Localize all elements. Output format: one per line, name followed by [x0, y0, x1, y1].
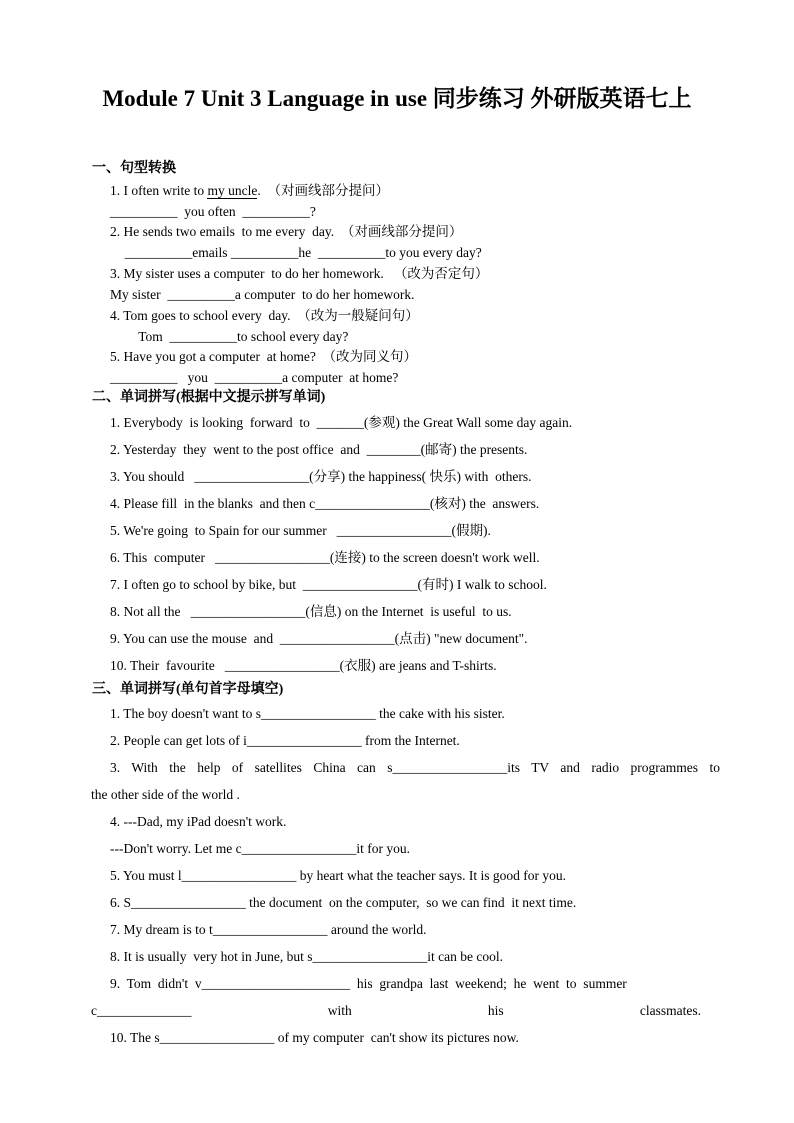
exercise-line: 5. You must l_________________ by heart what the teacher says. It is good for you. — [110, 868, 566, 883]
exercise-line: 3. With the help of satellites China can s_________________its TV and radio programmes to — [110, 760, 720, 775]
underlined-target: my uncle — [207, 183, 258, 198]
section-heading: 二、单词拼写(根据中文提示拼写单词) — [92, 390, 326, 405]
exercise-line: 4. ---Dad, my iPad doesn't work. — [110, 814, 287, 829]
exercise-line: ---Don't worry. Let me c_________________it for you. — [110, 841, 410, 856]
exercise-line: 7. My dream is to t_________________ around the world. — [110, 922, 427, 937]
exercise-line: Tom __________to school every day? — [125, 329, 349, 344]
exercise-line: 5. Have you got a computer at home? （改为同义句） — [110, 349, 418, 364]
exercise-line: 1. Everybody is looking forward to _______(参观) the Great Wall some day again. — [110, 415, 573, 430]
exercise-line: My sister __________a computer to do her homework. — [110, 287, 415, 302]
exercise-line: 1. I often write to my uncle. （对画线部分提问） — [110, 183, 389, 198]
exercise-line: 7. I often go to school by bike, but _________________(有时) I walk to school. — [110, 577, 547, 592]
section-heading: 三、单词拼写(单句首字母填空) — [92, 682, 284, 697]
page-title: Module 7 Unit 3 Language in use 同步练习 外研版英语七上 — [102, 86, 692, 111]
exercise-line: the other side of the world . — [91, 787, 240, 802]
exercise-line: __________ you __________a computer at home? — [110, 370, 399, 385]
exercise-line: 1. The boy doesn't want to s_________________ the cake with his sister. — [110, 706, 505, 721]
exercise-line: 8. It is usually very hot in June, but s_________________it can be cool. — [110, 949, 503, 964]
exercise-line: 6. S_________________ the document on the computer, so we can find it next time. — [110, 895, 577, 910]
exercise-line: 3. My sister uses a computer to do her homework. （改为否定句） — [110, 266, 489, 281]
exercise-line: 3. You should _________________(分享) the happiness( 快乐) with others. — [110, 469, 532, 484]
exercise-line: 4. Please fill in the blanks and then c_________________(核对) the answers. — [110, 496, 540, 511]
exercise-line: 9. Tom didn't v______________________ his grandpa last weekend; he went to summer — [110, 976, 627, 991]
exercise-line: __________emails __________he __________to you every day? — [118, 245, 482, 260]
exercise-line: 2. He sends two emails to me every day. （对画线部分提问） — [110, 224, 463, 239]
exercise-line: 2. Yesterday they went to the post office and ________(邮寄) the presents. — [110, 442, 528, 457]
exercise-line: 10. Their favourite _________________(衣服) are jeans and T-shirts. — [110, 658, 497, 673]
section-heading: 一、句型转换 — [92, 161, 176, 176]
exercise-line: 5. We're going to Spain for our summer _________________(假期). — [110, 523, 491, 538]
exercise-line: 9. You can use the mouse and _________________(点击) "new document". — [110, 631, 528, 646]
exercise-line: 10. The s_________________ of my computer can't show its pictures now. — [110, 1030, 519, 1045]
exercise-line: 8. Not all the _________________(信息) on the Internet is useful to us. — [110, 604, 512, 619]
exercise-line: 2. People can get lots of i_________________ from the Internet. — [110, 733, 460, 748]
exercise-line: __________ you often __________? — [110, 204, 316, 219]
exercise-line: c______________ with his classmates. — [91, 1003, 701, 1018]
exercise-line: 4. Tom goes to school every day. （改为一般疑问句） — [110, 308, 419, 323]
exercise-line: 6. This computer _________________(连接) to the screen doesn't work well. — [110, 550, 540, 565]
